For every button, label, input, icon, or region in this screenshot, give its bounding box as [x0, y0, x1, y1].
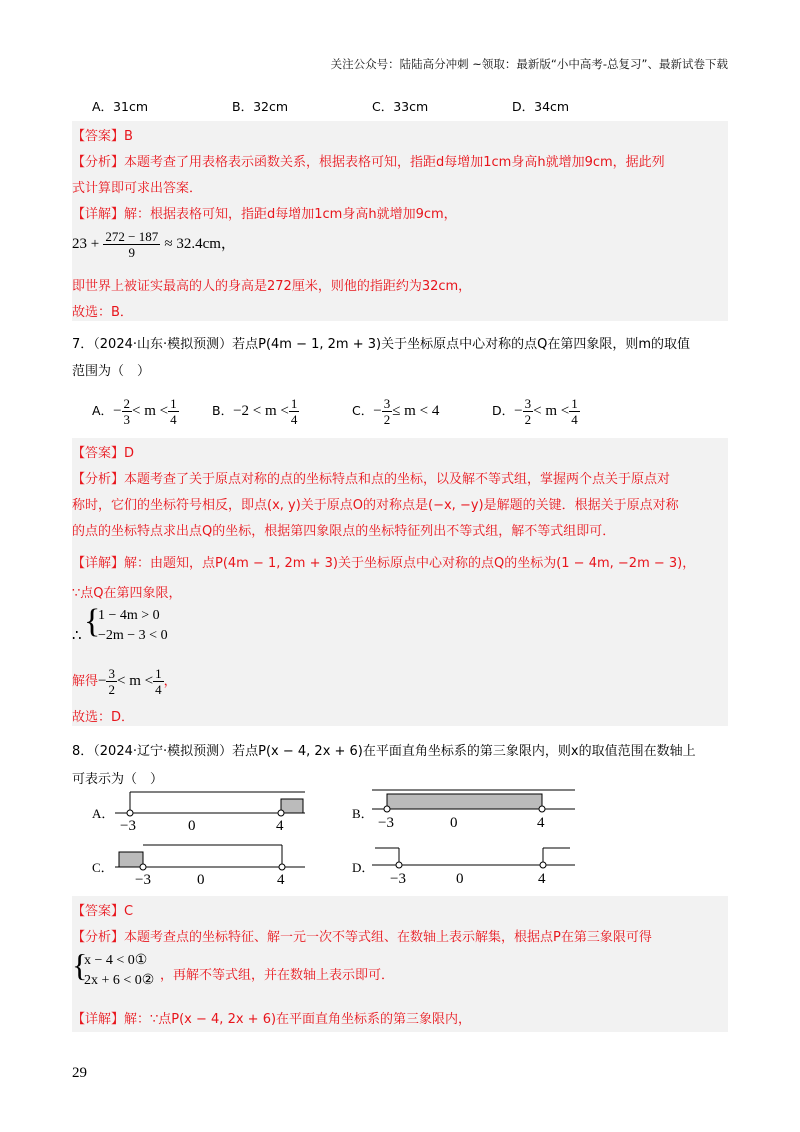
q8-answer-block [72, 896, 728, 1032]
q7-option-d-label: D． [492, 403, 515, 418]
q8-b-tick-4: 4 [537, 815, 545, 831]
q8-option-a-label: A． [92, 806, 115, 821]
q8-stem-line2: 可表示为（ ） [72, 772, 164, 787]
q8-a-open-point-neg3 [127, 810, 133, 816]
q7-option-c-left-num: 3 [383, 396, 391, 411]
q7-solve-prefix: 解得 [72, 674, 99, 689]
q8-b-open-point-4 [539, 806, 545, 812]
q7-option-b-label: B． [212, 403, 234, 418]
q6-option-c: C．33cm [372, 99, 429, 114]
q7-option-a-right-den: 4 [170, 412, 177, 427]
q8-c-open-point-neg3 [140, 864, 146, 870]
q7-solve-right-num: 1 [155, 666, 162, 681]
q7-detail-line1: 【详解】解：由题知，点P(4m − 1, 2m + 3)关于坐标原点中心对称的点Q的坐标为(1 − 4m, −2m − 3)， [72, 556, 696, 571]
q7-option-a-sign: − [113, 403, 122, 419]
q8-c-left-shaded [119, 852, 143, 867]
q8-c-tick-neg3: −3 [135, 872, 151, 888]
q6-option-b: B．32cm [232, 99, 289, 114]
page-number: 29 [72, 1065, 87, 1081]
q8-a-open-point-4 [278, 810, 284, 816]
q7-analysis-line3: 的点的坐标特点求出点Q的坐标，根据第四象限点的坐标特征列出不等式组，解不等式组即可． [72, 524, 616, 539]
q6-calc-numerator: 272 − 187 [105, 229, 159, 244]
q7-solve-right-den: 4 [155, 682, 162, 697]
q8-b-shaded-interval [387, 794, 542, 809]
q8-system-eq2: 2x + 6 < 0② [84, 973, 155, 988]
q8-d-tick-neg3: −3 [390, 871, 406, 887]
q7-option-d-right-den: 4 [571, 412, 578, 427]
q7-therefore: ∴ [72, 628, 82, 644]
q6-analysis-line2: 式计算即可求出答案． [72, 181, 203, 196]
q7-option-c-left-den: 2 [383, 412, 391, 427]
q7-option-a [92, 396, 179, 427]
q8-b-tick-0: 0 [450, 815, 458, 831]
q6-calculation [72, 229, 236, 260]
q7-option-a-mid: < m < [132, 403, 169, 419]
q8-analysis-line2: ，再解不等式组，并在数轴上表示即可． [160, 968, 395, 983]
q7-option-d-left-den: 2 [524, 412, 532, 427]
q6-answer-block [72, 121, 728, 321]
q8-d-open-point-neg3 [396, 862, 402, 868]
q7-option-a-label: A． [92, 403, 114, 418]
q7-stem-line2: 范围为（ ） [72, 364, 151, 379]
q8-c-tick-0: 0 [197, 872, 205, 888]
q6-choice: 故选：B． [72, 305, 133, 320]
q8-option-d-label: D． [352, 860, 375, 875]
q7-option-a-right-num: 1 [170, 396, 177, 411]
q7-option-c-mid: ≤ m < 4 [392, 403, 440, 419]
q7-option-b-text: −2 < m < [233, 403, 289, 419]
q6-option-d: D．34cm [512, 99, 570, 114]
q8-stem-line1: 8．（2024·辽宁·模拟预测）若点P(x − 4, 2x + 6)在平面直角坐标系的第三象限内，则x的取值范围在数轴上 [72, 744, 696, 759]
q8-option-c-label: C． [92, 860, 114, 875]
q7-answer: 【答案】D [72, 446, 135, 461]
q7-option-c-sign: − [373, 403, 382, 419]
q6-calc-denominator: 9 [128, 245, 136, 260]
q6-analysis-line1: 【分析】本题考查了用表格表示函数关系，根据表格可知，指距d每增加1cm身高h就增加9cm，据此列 [72, 155, 665, 170]
q7-analysis-line2: 称时，它们的坐标符号相反，即点(x, y)关于原点O的对称点是(−x, −y)是解题的关键．根据关于原点对称 [72, 498, 679, 513]
q8-d-tick-4: 4 [538, 871, 546, 887]
q7-solve-sign: − [98, 673, 107, 689]
q8-d-tick-0: 0 [456, 871, 464, 887]
q8-a-right-shaded [281, 799, 303, 813]
q7-answer-block [72, 438, 728, 726]
q8-option-d-numberline [372, 848, 575, 887]
q8-option-b-label: B． [352, 806, 374, 821]
q8-c-open-point-4 [279, 864, 285, 870]
q7-option-d-sign: − [514, 403, 523, 419]
q8-c-tick-4: 4 [277, 872, 285, 888]
q7-option-d-right-num: 1 [571, 396, 578, 411]
q7-option-c [352, 396, 439, 427]
q7-option-a-left-den: 3 [123, 412, 131, 427]
q6-option-a: A．31cm [92, 99, 149, 114]
q7-stem-line1: 7．（2024·山东·模拟预测）若点P(4m − 1, 2m + 3)关于坐标原点中心对称的点Q在第四象限，则m的取值 [72, 337, 690, 352]
q7-system-eq2: −2m − 3 < 0 [98, 628, 168, 643]
page-header: 关注公众号：陆陆高分冲刺 ~领取：最新版“小中高考-总复习”、最新试卷下载 [330, 57, 728, 71]
q7-solve-suffix: ， [163, 674, 177, 689]
q7-system-eq1: 1 − 4m > 0 [98, 608, 160, 623]
q8-a-tick-neg3: −3 [120, 818, 136, 834]
q8-option-b-numberline [372, 790, 575, 831]
q7-system-brace: { [84, 603, 101, 640]
q8-d-open-point-4 [540, 862, 546, 868]
q8-a-tick-0: 0 [188, 818, 196, 834]
q8-system-brace: { [72, 947, 88, 983]
q8-detail-line1: 【详解】解：∵点P(x − 4, 2x + 6)在平面直角坐标系的第三象限内， [72, 1012, 472, 1027]
q7-choice: 故选：D． [72, 710, 135, 725]
q7-solve-mid: < m < [116, 673, 154, 689]
q7-option-d-left-num: 3 [524, 396, 532, 411]
q8-a-tick-4: 4 [276, 818, 284, 834]
q7-option-b-right-den: 4 [290, 412, 298, 427]
q8-system-eq1: x − 4 < 0① [84, 953, 148, 968]
q8-answer: 【答案】C [72, 904, 134, 919]
q7-option-b [212, 396, 299, 427]
q7-solution [72, 666, 177, 697]
q8-analysis-line1: 【分析】本题考查点的坐标特征、解一元一次不等式组、在数轴上表示解集，根据点P在第三象限可得 [72, 930, 652, 945]
q7-option-a-left-num: 2 [123, 396, 131, 411]
q6-calc-suffix: ≈ 32.4cm， [164, 236, 236, 252]
q7-solve-left-den: 2 [108, 682, 115, 697]
q6-conclusion: 即世界上被证实最高的人的身高是272厘米，则他的指距约为32cm， [72, 279, 472, 294]
q8-b-open-point-neg3 [384, 806, 390, 812]
q8-number-lines [0, 785, 800, 890]
q7-option-c-label: C． [352, 403, 374, 418]
q6-answer: 【答案】B [72, 129, 133, 144]
q8-b-tick-neg3: −3 [378, 815, 394, 831]
q6-calc-prefix: 23 + [72, 236, 100, 252]
q7-analysis-line1: 【分析】本题考查了关于原点对称的点的坐标特点和点的坐标，以及解不等式组，掌握两个点关于原点对 [72, 472, 671, 487]
q7-option-d [492, 396, 580, 427]
q8-option-c-numberline [115, 845, 305, 888]
q7-option-d-mid: < m < [533, 403, 570, 419]
q7-option-b-right-num: 1 [290, 396, 298, 411]
q8-option-a-numberline [115, 792, 305, 834]
q7-detail-line2: ∵点Q在第四象限， [72, 586, 182, 601]
q6-calc-fraction [103, 229, 160, 260]
q6-detail-line1: 【详解】解：根据表格可知，指距d每增加1cm身高h就增加9cm， [72, 207, 457, 222]
q7-solve-left-num: 3 [108, 666, 115, 681]
